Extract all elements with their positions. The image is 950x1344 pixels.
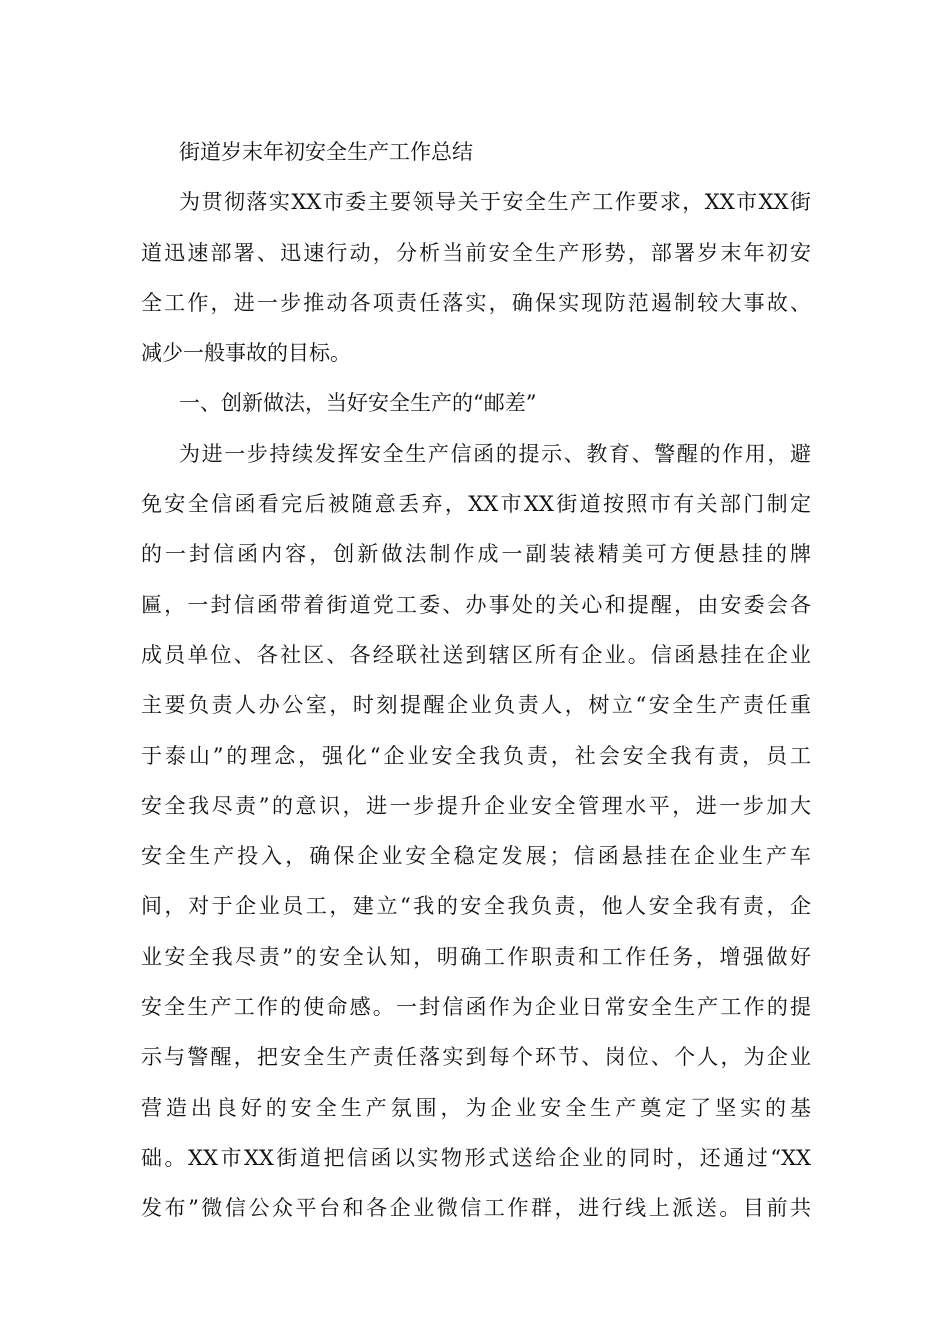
paragraph2-line: 安全生产投入，确保企业安全稳定发展；信函悬挂在企业生产车 <box>141 844 811 869</box>
paragraph1-line: 道迅速部署、迅速行动，分析当前安全生产形势，部署岁末年初安 <box>141 240 811 265</box>
paragraph2-line: 的一封信函内容，创新做法制作成一副装裱精美可方便悬挂的牌 <box>141 542 811 567</box>
paragraph2-line: 安全生产工作的使命感。一封信函作为企业日常安全生产工作的提 <box>141 995 811 1020</box>
paragraph2-line: 于泰山”的理念，强化“企业安全我负责，社会安全我有责，员工 <box>141 743 811 768</box>
document-title: 街道岁末年初安全生产工作总结 <box>179 140 473 164</box>
paragraph2-line: 安全我尽责”的意识，进一步提升企业安全管理水平，进一步加大 <box>141 793 811 818</box>
paragraph2-line: 示与警醒，把安全生产责任落实到每个环节、岗位、个人，为企业 <box>141 1045 811 1070</box>
paragraph2-line: 免安全信函看完后被随意丢弃，XX市XX街道按照市有关部门制定 <box>141 492 811 517</box>
paragraph1-line: 减少一般事故的目标。 <box>141 341 351 366</box>
section-heading: 一、创新做法，当好安全生产的“邮差” <box>179 391 537 416</box>
paragraph2-line: 营造出良好的安全生产氛围，为企业安全生产奠定了坚实的基 <box>141 1095 811 1120</box>
paragraph2-line: 成员单位、各社区、各经联社送到辖区所有企业。信函悬挂在企业 <box>141 642 811 667</box>
paragraph2-line: 业安全我尽责”的安全认知，明确工作职责和工作任务，增强做好 <box>141 944 811 969</box>
paragraph2-line: 础。XX市XX街道把信函以实物形式送给企业的同时，还通过“XX <box>141 1145 811 1170</box>
paragraph2-line: 主要负责人办公室，时刻提醒企业负责人，树立“安全生产责任重 <box>141 693 811 718</box>
paragraph1-line: 全工作，进一步推动各项责任落实，确保实现防范遏制较大事故、 <box>141 290 811 315</box>
paragraph2-line: 为进一步持续发挥安全生产信函的提示、教育、警醒的作用，避 <box>179 441 811 466</box>
paragraph2-line: 匾，一封信函带着街道党工委、办事处的关心和提醒，由安委会各 <box>141 592 811 617</box>
paragraph1-line: 为贯彻落实XX市委主要领导关于安全生产工作要求，XX市XX街 <box>179 190 811 215</box>
document-body <box>141 127 811 1234</box>
paragraph2-line: 间，对于企业员工，建立“我的安全我负责，他人安全我有责，企 <box>141 894 811 919</box>
paragraph2-line: 发布”微信公众平台和各企业微信工作群，进行线上派送。目前共 <box>141 1196 811 1221</box>
